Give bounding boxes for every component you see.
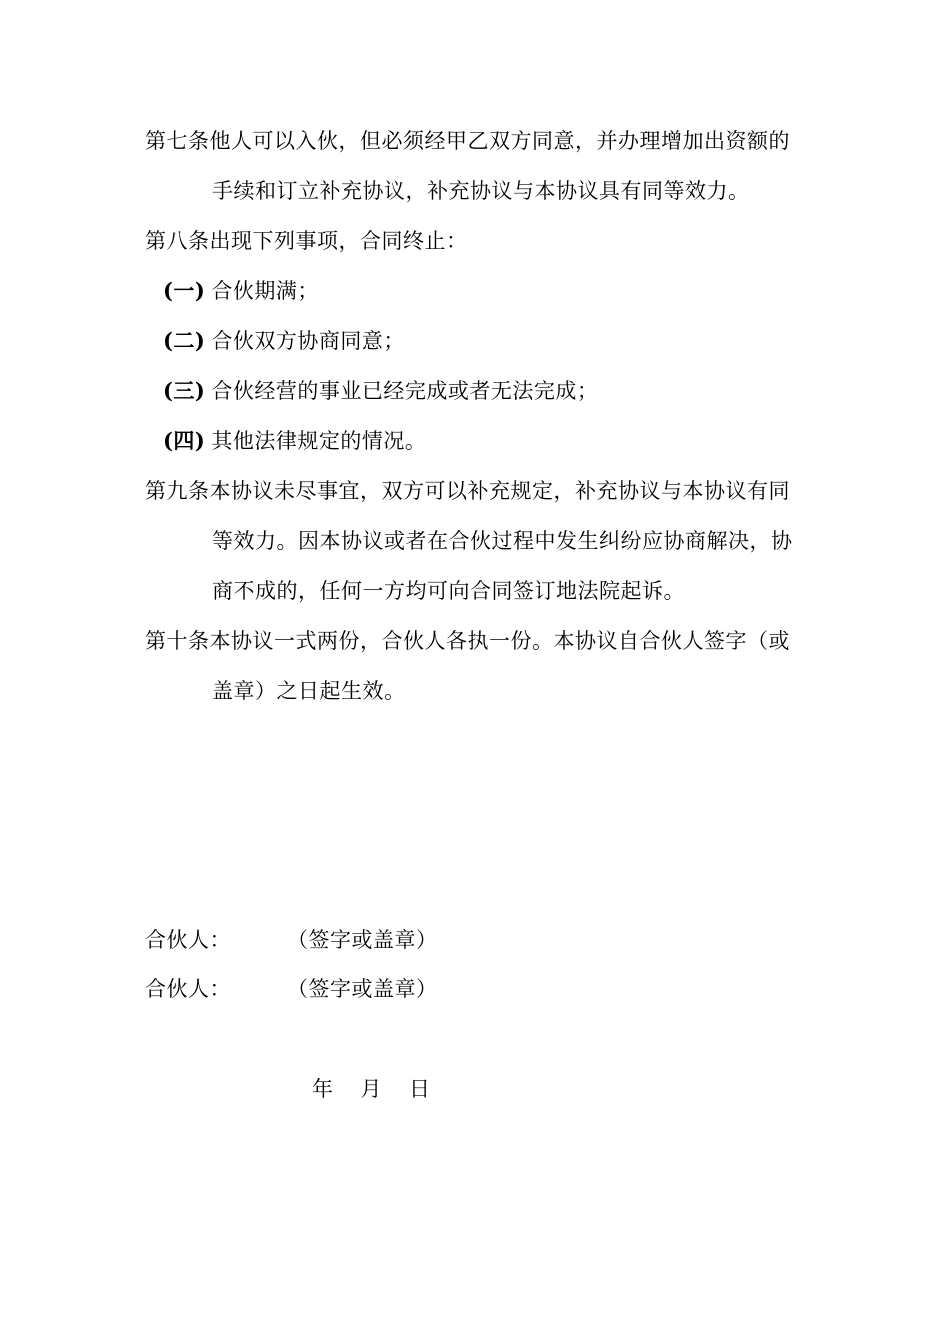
seal-note: （签字或盖章）	[287, 928, 438, 952]
date-day: 日	[409, 1077, 431, 1101]
item-mark: (二)	[163, 328, 206, 353]
article-8-line-1: 第八条出现下列事项，合同终止：	[145, 229, 468, 253]
article-7-line-1: 第七条他人可以入伙，但必须经甲乙双方同意，并办理增加出资额的	[145, 129, 790, 153]
signature-row-2	[145, 974, 438, 1004]
date-line	[312, 1074, 431, 1104]
article-10-line-1: 第十条本协议一式两份，合伙人各执一份。本协议自合伙人签字（或	[145, 629, 790, 653]
article-9-line-3: 商不成的，任何一方均可向合同签订地法院起诉。	[212, 579, 685, 603]
article-7-line-2: 手续和订立补充协议，补充协议与本协议具有同等效力。	[212, 179, 750, 203]
article-10-line-2: 盖章）之日起生效。	[212, 679, 406, 703]
item-mark: (一)	[163, 278, 206, 303]
item-text: 合伙经营的事业已经完成或者无法完成；	[211, 379, 599, 403]
article-8-item-1	[163, 276, 319, 306]
seal-note: （签字或盖章）	[287, 977, 438, 1001]
article-9-line-1: 第九条本协议未尽事宜，双方可以补充规定，补充协议与本协议有同	[145, 479, 790, 503]
date-month: 月	[360, 1077, 382, 1101]
item-text: 其他法律规定的情况。	[211, 429, 427, 453]
article-8-item-3	[163, 376, 598, 406]
item-mark: (四)	[163, 428, 206, 453]
partner-label: 合伙人：	[145, 928, 231, 952]
partner-label: 合伙人：	[145, 977, 231, 1001]
item-mark: (三)	[163, 378, 206, 403]
signature-row-1	[145, 925, 438, 955]
article-9-line-2: 等效力。因本协议或者在合伙过程中发生纠纷应协商解决，协	[212, 529, 793, 553]
item-text: 合伙双方协商同意；	[211, 329, 405, 353]
date-year: 年	[312, 1077, 334, 1101]
article-8-item-4	[163, 426, 426, 456]
article-8-item-2	[163, 326, 405, 356]
item-text: 合伙期满；	[211, 279, 319, 303]
